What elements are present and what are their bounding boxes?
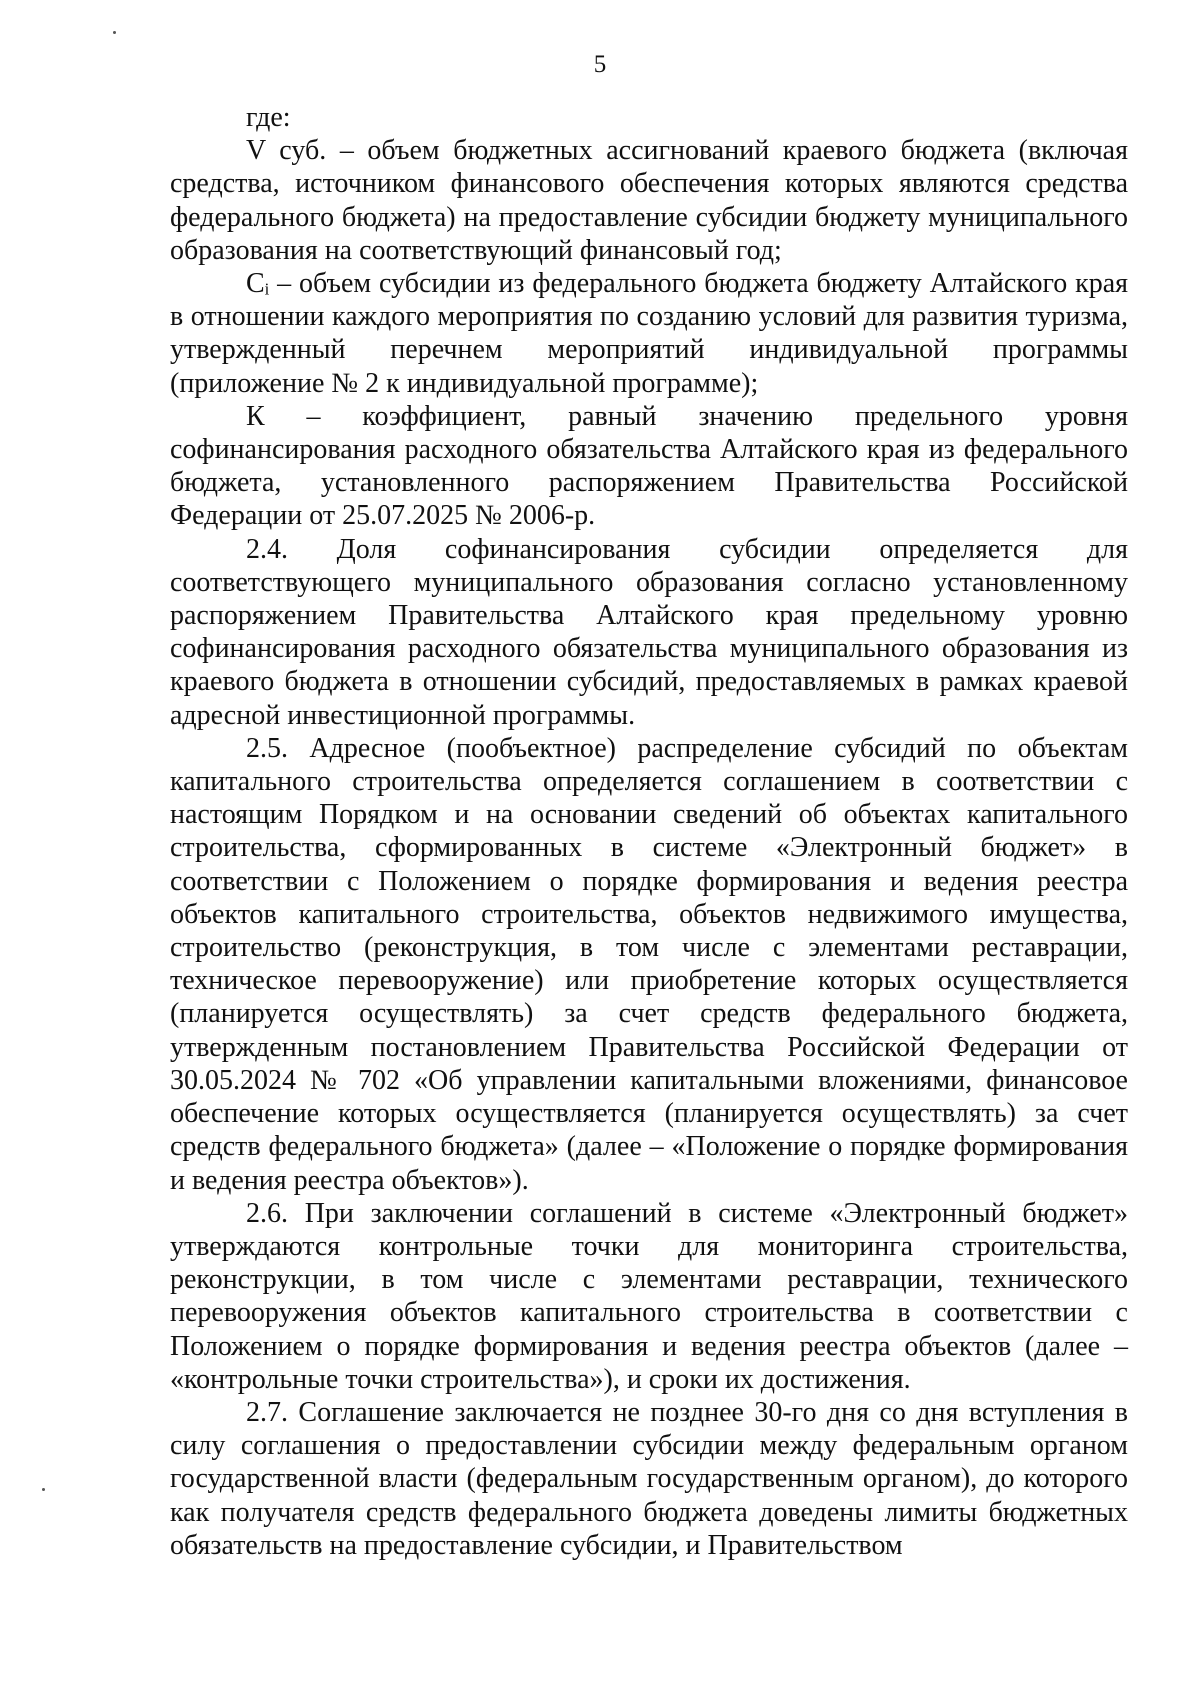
page-number: 5	[593, 51, 607, 78]
paragraph-2-7: 2.7. Соглашение заключается не позднее 30-го дня со дня вступления в силу соглашения о предоставлении субсидии между федеральным органом государственной власти (федеральным государственным органом), до которого как получателя средств федерального бюджета доведены лимиты бюджетных обязательств на предоставление субсидии, и Правительством	[170, 1396, 1128, 1561]
scan-mark-top	[113, 31, 116, 34]
paragraph-2-6: 2.6. При заключении соглашений в системе «Электронный бюджет» утверждаются контрольные точки для мониторинга строительства, реконструкции, в том числе с элементами реставрации, технического перевооружения объектов капитального строительства в соответствии с Положением о порядке формирования и ведения реестра объектов (далее – «контрольные точки строительства»), и сроки их достижения.	[170, 1197, 1128, 1395]
paragraph-2-4: 2.4. Доля софинансирования субсидии определяется для соответствующего муниципального образования согласно установленному распоряжением Правительства Алтайского края предельному уровню софинансирования расходного обязательства муниципального образования из краевого бюджета в отношении субсидий, предоставляемых в рамках краевой адресной инвестиционной программы.	[170, 533, 1128, 731]
paragraph-2-5: 2.5. Адресное (пообъектное) распределение субсидий по объектам капитального строительства определяется соглашением в соответствии с настоящим Порядком и на основании сведений об объектах капитального строительства, сформированных в системе «Электронный бюджет» в соответствии с Положением о порядке формирования и ведения реестра объектов капитального строительства, объектов недвижимого имущества, строительство (реконструкция, в том числе с элементами реставрации, техническое перевооружение) или приобретение которых осуществляется (планируется осуществлять) за счет средств федерального бюджета, утвержденным постановлением Правительства Российской Федерации от 30.05.2024 № 702 «Об управлении капитальными вложениями, финансовое обеспечение которых осуществляется (планируется осуществлять) за счет средств федерального бюджета» (далее – «Положение о порядке формирования и ведения реестра объектов»).	[170, 732, 1128, 1196]
document-body	[170, 101, 1128, 1562]
scan-mark-side	[42, 1488, 45, 1491]
paragraph-ci-definition: Cᵢ – объем субсидии из федерального бюджета бюджету Алтайского края в отношении каждого мероприятия по созданию условий для развития туризма, утвержденный перечнем мероприятий индивидуальной программы (приложение № 2 к индивидуальной программе);	[170, 268, 1128, 399]
paragraph-v-sub-definition: V суб. – объем бюджетных ассигнований краевого бюджета (включая средства, источником финансового обеспечения которых являются средства федерального бюджета) на предоставление субсидии бюджету муниципального образования на соответствующий финансовый год;	[170, 135, 1128, 266]
paragraph-where: где:	[246, 102, 291, 133]
paragraph-k-definition: К – коэффициент, равный значению предельного уровня софинансирования расходного обязательства Алтайского края из федерального бюджета, установленного распоряжением Правительства Российской Федерации от 25.07.2025 № 2006-р.	[170, 400, 1128, 532]
